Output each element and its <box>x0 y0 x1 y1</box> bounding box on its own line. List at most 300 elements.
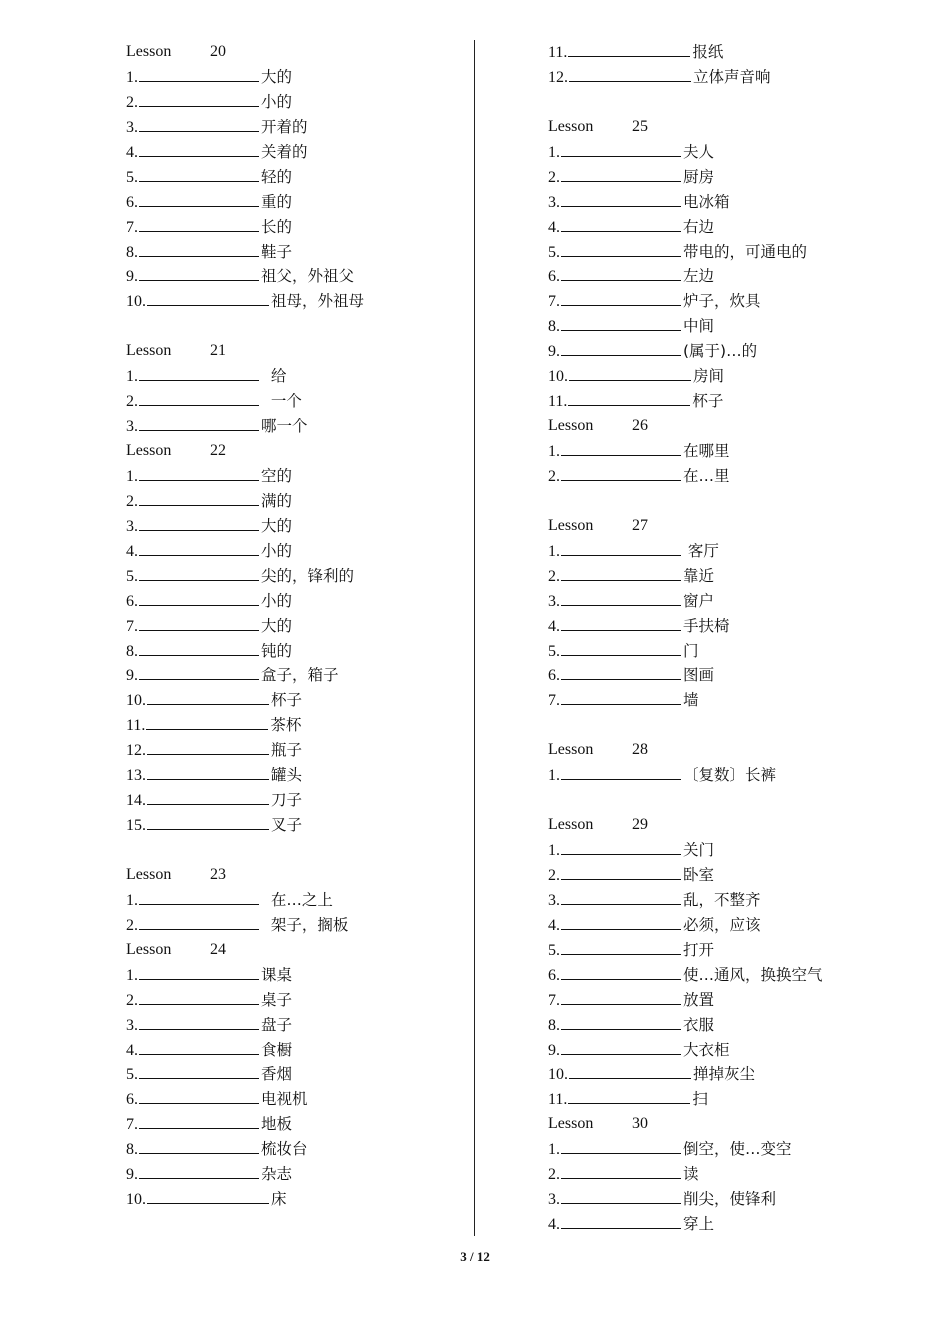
lesson-heading <box>126 863 466 888</box>
item-number: 9. <box>126 1166 138 1184</box>
item-meaning: 给 <box>261 367 287 386</box>
answer-blank[interactable] <box>139 166 259 182</box>
answer-blank[interactable] <box>139 66 259 82</box>
answer-blank[interactable] <box>561 939 681 955</box>
answer-blank[interactable] <box>139 365 259 381</box>
vocab-item <box>548 539 928 564</box>
lesson-label: Lesson <box>548 741 594 759</box>
item-meaning: 满的 <box>261 491 293 510</box>
answer-blank[interactable] <box>561 615 681 631</box>
item-meaning: 鞋子 <box>261 242 293 261</box>
item-number: 2. <box>548 1166 560 1184</box>
answer-blank[interactable] <box>561 1213 681 1229</box>
item-meaning: 关门 <box>683 841 715 859</box>
vocab-item <box>548 963 928 988</box>
item-meaning: 小的 <box>261 92 293 111</box>
item-meaning: 左边 <box>683 267 715 286</box>
item-number: 11. <box>548 393 568 411</box>
answer-blank[interactable] <box>561 465 681 481</box>
lesson-heading <box>548 813 928 838</box>
item-meaning: 瓶子 <box>271 741 303 760</box>
spacer-line <box>548 788 928 813</box>
answer-blank[interactable] <box>568 390 690 406</box>
item-meaning: 课桌 <box>261 965 293 984</box>
item-meaning: 立体声音响 <box>693 67 771 86</box>
answer-blank[interactable] <box>139 1039 259 1055</box>
item-number: 8. <box>548 318 560 336</box>
item-meaning: 扫 <box>692 1090 708 1109</box>
answer-blank[interactable] <box>139 191 259 207</box>
item-meaning: 床 <box>271 1190 287 1209</box>
item-meaning: 哪一个 <box>261 417 308 436</box>
item-number: 3. <box>126 118 138 136</box>
item-meaning: 削尖，使锋利 <box>683 1190 777 1209</box>
vocab-item <box>126 763 466 788</box>
vocab-item <box>548 40 928 65</box>
item-number: 5. <box>126 1066 138 1084</box>
left-column <box>126 40 466 1212</box>
item-number: 5. <box>548 243 560 261</box>
item-number: 6. <box>126 1091 138 1109</box>
vocab-item <box>126 988 466 1013</box>
lesson-heading <box>548 514 928 539</box>
answer-blank[interactable] <box>139 91 259 107</box>
item-number: 3. <box>126 1016 138 1034</box>
item-number: 6. <box>126 193 138 211</box>
item-number: 1. <box>126 368 138 386</box>
vocab-item <box>126 1013 466 1038</box>
lesson-number: 25 <box>632 117 648 135</box>
page-separator: / <box>469 1249 474 1264</box>
answer-blank[interactable] <box>561 191 681 207</box>
answer-blank[interactable] <box>561 315 681 331</box>
answer-blank[interactable] <box>561 689 681 705</box>
spacer-line <box>126 314 466 339</box>
item-number: 9. <box>548 1041 560 1059</box>
item-meaning: 桌子 <box>261 990 293 1009</box>
answer-blank[interactable] <box>139 964 259 980</box>
item-number: 7. <box>548 293 560 311</box>
item-number: 8. <box>126 1141 138 1159</box>
answer-blank[interactable] <box>561 1039 681 1055</box>
item-meaning: 茶杯 <box>270 716 302 735</box>
item-number: 9. <box>126 667 138 685</box>
vocab-item <box>126 1162 466 1187</box>
lesson-label: Lesson <box>126 43 172 60</box>
item-number: 10. <box>126 1191 146 1209</box>
lesson-heading <box>126 40 466 65</box>
vocab-item <box>548 339 928 364</box>
answer-blank[interactable] <box>139 664 259 680</box>
item-number: 7. <box>548 692 560 710</box>
vocab-item <box>548 1162 928 1187</box>
item-meaning: 读 <box>683 1165 699 1184</box>
answer-blank[interactable] <box>561 1188 681 1204</box>
answer-blank[interactable] <box>561 1014 681 1030</box>
lesson-heading <box>548 115 928 140</box>
answer-blank[interactable] <box>561 864 681 880</box>
item-number: 2. <box>548 168 560 186</box>
item-meaning: 杯子 <box>692 392 724 411</box>
vocab-item <box>126 1137 466 1162</box>
item-meaning: 关着的 <box>261 142 308 161</box>
vocab-item <box>126 1112 466 1137</box>
answer-blank[interactable] <box>146 714 268 730</box>
lesson-number: 29 <box>632 816 648 834</box>
item-number: 1. <box>548 542 560 560</box>
item-number: 2. <box>548 866 560 884</box>
item-meaning: 尖的，锋利的 <box>261 566 355 585</box>
item-number: 3. <box>548 891 560 909</box>
answer-blank[interactable] <box>139 415 259 431</box>
item-meaning: 〔复数〕长裤 <box>683 766 777 785</box>
item-number: 1. <box>548 1141 560 1159</box>
item-meaning: 轻的 <box>261 167 293 186</box>
answer-blank[interactable] <box>561 141 681 157</box>
item-meaning: 钝的 <box>261 641 293 660</box>
item-number: 4. <box>548 1216 560 1234</box>
item-meaning: 乱，不整齐 <box>683 890 761 909</box>
item-meaning: 架子，搁板 <box>261 915 349 934</box>
answer-blank[interactable] <box>561 1138 681 1154</box>
item-number: 3. <box>548 193 560 211</box>
item-meaning: 门 <box>683 641 699 660</box>
lesson-number: 23 <box>210 865 226 883</box>
vocab-item <box>548 1013 928 1038</box>
item-number: 5. <box>548 941 560 959</box>
item-meaning: 重的 <box>261 192 293 211</box>
vocab-item <box>126 813 466 838</box>
vocab-item <box>548 763 928 788</box>
vocab-item <box>126 1062 466 1087</box>
answer-blank[interactable] <box>147 1188 269 1204</box>
lesson-number: 22 <box>210 442 226 459</box>
lesson-number: 20 <box>210 43 226 60</box>
vocab-item <box>548 888 928 913</box>
lesson-label: Lesson <box>548 516 594 534</box>
answer-blank[interactable] <box>561 340 681 356</box>
answer-blank[interactable] <box>561 889 681 905</box>
item-number: 2. <box>548 467 560 485</box>
answer-blank[interactable] <box>139 590 259 606</box>
item-number: 10. <box>126 692 146 710</box>
lesson-number: 21 <box>210 342 226 360</box>
answer-blank[interactable] <box>561 914 681 930</box>
item-meaning: 大的 <box>261 616 293 635</box>
item-meaning: 使…通风，换换空气 <box>683 965 823 984</box>
lesson-number: 27 <box>632 516 648 534</box>
vocab-item <box>126 215 466 240</box>
item-number: 11. <box>548 1091 568 1109</box>
answer-blank[interactable] <box>139 216 259 232</box>
answer-blank[interactable] <box>139 490 259 506</box>
answer-blank[interactable] <box>139 1063 259 1079</box>
answer-blank[interactable] <box>561 964 681 980</box>
vocab-item <box>126 289 466 314</box>
lesson-label: Lesson <box>126 865 172 883</box>
page-footer <box>0 1249 950 1265</box>
answer-blank[interactable] <box>561 664 681 680</box>
item-meaning: 杂志 <box>261 1165 293 1184</box>
item-number: 4. <box>548 218 560 236</box>
vocab-item <box>548 988 928 1013</box>
item-number: 1. <box>548 443 560 460</box>
item-number: 1. <box>126 966 138 984</box>
item-meaning: 长的 <box>261 217 293 236</box>
item-meaning: 带电的，可通电的 <box>683 242 808 261</box>
item-number: 7. <box>548 991 560 1009</box>
item-number: 3. <box>548 1191 560 1209</box>
item-meaning: (属于)…的 <box>683 342 758 361</box>
item-number: 7. <box>126 617 138 635</box>
answer-blank[interactable] <box>139 889 259 905</box>
answer-blank[interactable] <box>139 1163 259 1179</box>
item-number: 5. <box>548 642 560 660</box>
vocab-item <box>126 65 466 90</box>
answer-blank[interactable] <box>139 540 259 556</box>
spacer-line <box>548 489 928 514</box>
vocab-item <box>126 514 466 539</box>
item-meaning: 叉子 <box>271 816 303 835</box>
answer-blank[interactable] <box>139 1088 259 1104</box>
answer-blank[interactable] <box>561 290 681 306</box>
answer-blank[interactable] <box>139 914 259 930</box>
vocab-item <box>126 738 466 763</box>
vocab-item <box>548 1038 928 1063</box>
item-meaning: 手扶椅 <box>683 616 730 635</box>
answer-blank[interactable] <box>139 465 259 481</box>
answer-blank[interactable] <box>147 789 269 805</box>
lesson-label: Lesson <box>126 940 172 958</box>
vocab-item <box>548 639 928 664</box>
answer-blank[interactable] <box>139 515 259 531</box>
page-number: 3 <box>460 1249 467 1264</box>
answer-blank[interactable] <box>139 265 259 281</box>
answer-blank[interactable] <box>139 1138 259 1154</box>
answer-blank[interactable] <box>139 1113 259 1129</box>
item-meaning: 盒子，箱子 <box>261 666 339 685</box>
item-meaning: 右边 <box>683 217 715 236</box>
lesson-heading <box>126 938 466 963</box>
item-meaning: 客厅 <box>683 541 719 560</box>
item-meaning: 刀子 <box>271 791 303 810</box>
vocab-item <box>548 264 928 289</box>
item-number: 1. <box>126 68 138 86</box>
vocab-item <box>126 564 466 589</box>
answer-blank[interactable] <box>139 615 259 631</box>
item-meaning: 大的 <box>261 516 293 535</box>
item-meaning: 穿上 <box>683 1215 715 1234</box>
item-number: 9. <box>548 343 560 361</box>
item-number: 2. <box>126 492 138 510</box>
vocab-item <box>126 165 466 190</box>
answer-blank[interactable] <box>568 1088 690 1104</box>
item-meaning: 放置 <box>683 990 715 1009</box>
lesson-heading <box>126 439 466 464</box>
vocab-item <box>126 713 466 738</box>
item-number: 8. <box>126 243 138 261</box>
item-meaning: 罐头 <box>271 766 303 785</box>
lesson-number: 24 <box>210 940 226 958</box>
item-number: 10. <box>548 368 568 386</box>
item-number: 1. <box>548 767 560 785</box>
answer-blank[interactable] <box>139 241 259 257</box>
item-number: 9. <box>126 268 138 286</box>
item-meaning: 开着的 <box>261 117 308 136</box>
vocab-item <box>126 1038 466 1063</box>
answer-blank[interactable] <box>561 1163 681 1179</box>
vocab-item <box>548 589 928 614</box>
item-meaning: 在…之上 <box>261 890 333 909</box>
item-meaning: 香烟 <box>261 1065 293 1084</box>
answer-blank[interactable] <box>561 590 681 606</box>
answer-blank[interactable] <box>147 290 269 306</box>
vocab-item <box>126 1187 466 1212</box>
lesson-number: 30 <box>632 1115 648 1133</box>
vocab-item <box>548 913 928 938</box>
answer-blank[interactable] <box>561 540 681 556</box>
item-meaning: 盘子 <box>261 1015 293 1034</box>
item-number: 1. <box>548 143 560 161</box>
item-meaning: 窗户 <box>683 591 715 610</box>
vocab-item <box>126 464 466 489</box>
item-number: 1. <box>126 891 138 909</box>
item-meaning: 中间 <box>683 317 715 336</box>
answer-blank[interactable] <box>147 739 269 755</box>
answer-blank[interactable] <box>139 640 259 656</box>
vocab-item <box>548 1062 928 1087</box>
answer-blank[interactable] <box>561 265 681 281</box>
answer-blank[interactable] <box>561 640 681 656</box>
answer-blank[interactable] <box>569 1063 691 1079</box>
item-meaning: 地板 <box>261 1115 293 1134</box>
item-number: 10. <box>126 293 146 311</box>
item-meaning: 报纸 <box>692 43 724 61</box>
vocab-item <box>126 663 466 688</box>
item-number: 7. <box>126 1116 138 1134</box>
item-number: 1. <box>548 842 560 859</box>
item-number: 4. <box>126 542 138 560</box>
item-meaning: 一个 <box>261 392 302 411</box>
vocab-item <box>126 888 466 913</box>
item-number: 4. <box>126 1041 138 1059</box>
item-number: 3. <box>126 517 138 535</box>
answer-blank[interactable] <box>139 1014 259 1030</box>
lesson-number: 26 <box>632 417 648 435</box>
vocab-item <box>548 564 928 589</box>
vocab-item <box>126 264 466 289</box>
item-number: 11. <box>548 44 568 61</box>
item-number: 5. <box>126 168 138 186</box>
vocab-item <box>548 240 928 265</box>
vocab-item <box>126 1087 466 1112</box>
item-meaning: 打开 <box>683 940 715 959</box>
vocab-item <box>548 1212 928 1237</box>
vocab-item <box>126 190 466 215</box>
item-meaning: 空的 <box>261 466 293 485</box>
item-number: 4. <box>126 143 138 161</box>
item-meaning: 炉子，炊具 <box>683 292 761 311</box>
lesson-label: Lesson <box>126 342 172 360</box>
vocab-item <box>126 963 466 988</box>
spacer-line <box>548 90 928 115</box>
vocab-item <box>548 165 928 190</box>
vocab-item <box>548 65 928 90</box>
vocab-item <box>126 240 466 265</box>
item-number: 12. <box>126 742 146 760</box>
item-number: 2. <box>126 991 138 1009</box>
answer-blank[interactable] <box>561 216 681 232</box>
vocab-item <box>548 663 928 688</box>
item-number: 14. <box>126 792 146 810</box>
vocab-item <box>548 314 928 339</box>
answer-blank[interactable] <box>139 141 259 157</box>
item-meaning: 电视机 <box>261 1090 308 1109</box>
item-number: 13. <box>126 767 146 785</box>
item-meaning: 靠近 <box>683 566 715 585</box>
vocab-item <box>126 115 466 140</box>
answer-blank[interactable] <box>147 764 269 780</box>
answer-blank[interactable] <box>561 440 681 456</box>
vocab-item <box>548 439 928 464</box>
answer-blank[interactable] <box>561 166 681 182</box>
page-total: 12 <box>476 1249 490 1264</box>
item-number: 2. <box>548 567 560 585</box>
answer-blank[interactable] <box>147 814 269 830</box>
vocab-item <box>548 838 928 863</box>
item-number: 3. <box>126 418 138 436</box>
item-meaning: 墙 <box>683 691 699 710</box>
item-number: 8. <box>126 642 138 660</box>
answer-blank[interactable] <box>561 764 681 780</box>
answer-blank[interactable] <box>561 565 681 581</box>
answer-blank[interactable] <box>561 989 681 1005</box>
answer-blank[interactable] <box>568 41 690 57</box>
lesson-heading <box>548 1112 928 1137</box>
item-meaning: 小的 <box>261 541 293 560</box>
vocab-item <box>548 1137 928 1162</box>
answer-blank[interactable] <box>139 989 259 1005</box>
vocab-item <box>126 414 466 439</box>
item-meaning: 夫人 <box>683 142 715 161</box>
vocab-item <box>548 1087 928 1112</box>
answer-blank[interactable] <box>561 839 681 855</box>
item-meaning: 在…里 <box>683 466 730 485</box>
item-number: 15. <box>126 817 146 835</box>
vocab-item <box>548 215 928 240</box>
vocab-item <box>126 140 466 165</box>
vocab-item <box>126 589 466 614</box>
answer-blank[interactable] <box>569 365 691 381</box>
answer-blank[interactable] <box>561 241 681 257</box>
lesson-label: Lesson <box>548 417 594 435</box>
answer-blank[interactable] <box>147 689 269 705</box>
item-meaning: 大的 <box>261 67 293 86</box>
lesson-heading <box>126 339 466 364</box>
vocab-item <box>126 614 466 639</box>
answer-blank[interactable] <box>139 390 259 406</box>
vocab-item <box>548 1187 928 1212</box>
lesson-heading <box>548 738 928 763</box>
answer-blank[interactable] <box>139 116 259 132</box>
answer-blank[interactable] <box>569 66 691 82</box>
vocab-item <box>126 688 466 713</box>
item-meaning: 祖母，外祖母 <box>271 292 365 311</box>
vocab-item <box>548 389 928 414</box>
vocab-item <box>126 364 466 389</box>
answer-blank[interactable] <box>139 565 259 581</box>
spacer-line <box>548 713 928 738</box>
